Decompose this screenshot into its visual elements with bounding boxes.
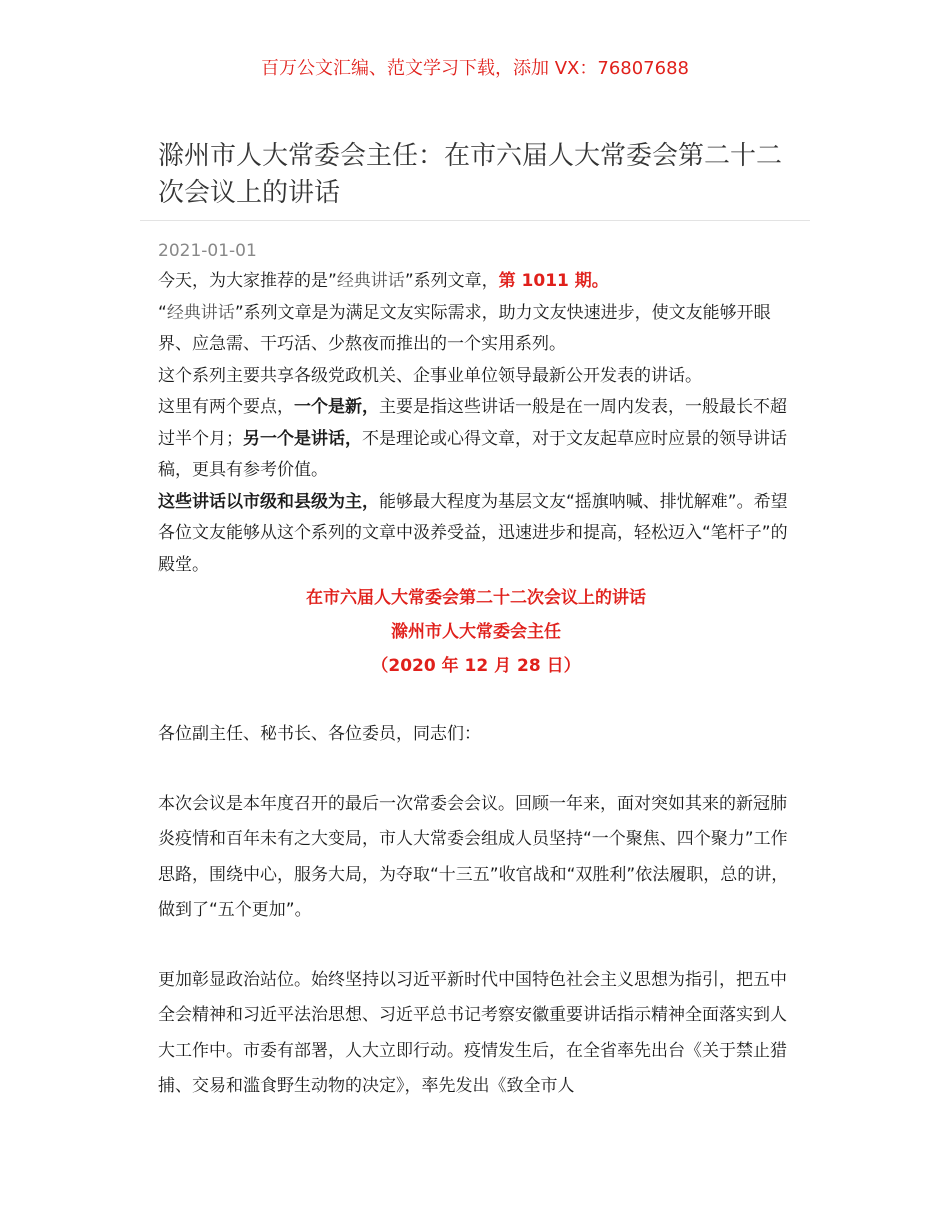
key-point: 一个是新， [294, 397, 379, 417]
intro-text: 这里有两个要点， [158, 397, 294, 417]
intro-paragraph-1 [158, 266, 794, 298]
intro-text: ”系列文章是为满足文友实际需求，助力文友快速进步，使文友能够开眼界、应急需、干巧活、少熬夜而推出的一个实用系列。 [158, 302, 771, 354]
title-divider [140, 220, 810, 221]
issue-number: 第 1011 期。 [498, 271, 609, 291]
speech-date: （2020 年 12 月 28 日） [371, 656, 581, 676]
speech-speaker: 滁州市人大常委会主任 [391, 622, 561, 642]
speech-heading: 在市六届人大常委会第二十二次会议上的讲话 [306, 588, 646, 608]
article-body [158, 266, 794, 1105]
intro-text: ”系列文章， [404, 271, 499, 291]
key-point: 另一个是讲话， [243, 428, 362, 449]
intro-paragraph-5 [158, 487, 794, 582]
key-point: 这些讲话以市级和县级为主， [158, 491, 379, 512]
intro-paragraph-2 [158, 298, 794, 361]
series-name: 经典讲话 [336, 271, 405, 291]
intro-paragraph-3: 这个系列主要共享各级党政机关、企事业单位领导最新公开发表的讲话。 [158, 365, 702, 386]
intro-text: 不是理论或心得文章，对于文友起草应时应景的领导讲话稿，更具有参考价值。 [158, 428, 787, 480]
publish-date: 2021-01-01 [158, 241, 257, 261]
speech-paragraph-2: 更加彰显政治站位。始终坚持以习近平新时代中国特色社会主义思想为指引，把五中全会精神和习近平法治思想、习近平总书记考察安徽重要讲话指示精神全面落实到人大工作中。市委有部署，人大立即行动。疫情发生后，在全省率先出台《关于禁止猎捕、交易和滥食野生动物的决定》，率先发出《致全市人 [158, 969, 787, 1096]
intro-text: 能够最大程度为基层文友“摇旗呐喊、排忧解难”。希望各位文友能够从这个系列的文章中汲养受益，迅速进步和提高，轻松迈入“笔杆子”的殿堂。 [158, 491, 788, 575]
salutation: 各位副主任、秘书长、各位委员，同志们： [158, 724, 481, 744]
promo-banner: 百万公文汇编、范文学习下载，添加 VX：76807688 [261, 58, 689, 79]
intro-text: 主要是指这些讲话一般是在一周内发表，一般最长不超过半个月； [158, 397, 787, 449]
spacer [158, 753, 794, 787]
intro-text: 今天，为大家推荐的是” [158, 271, 337, 291]
article-title: 滁州市人大常委会主任：在市六届人大常委会第二十二次会议上的讲话 [158, 141, 783, 208]
spacer [158, 929, 794, 963]
spacer [158, 683, 794, 717]
intro-text: “ [158, 302, 167, 323]
speech-body [158, 683, 794, 1105]
series-name: 经典讲话 [166, 302, 235, 323]
speech-paragraph-1: 本次会议是本年度召开的最后一次常委会会议。回顾一年来，面对突如其来的新冠肺炎疫情和百年未有之大变局，市人大常委会组成人员坚持“一个聚焦、四个聚力”工作思路，围绕中心，服务大局，为夺取“十三五”收官战和“双胜利”依法履职，总的讲，做到了“五个更加”。 [158, 793, 789, 920]
intro-paragraph-4 [158, 392, 794, 487]
